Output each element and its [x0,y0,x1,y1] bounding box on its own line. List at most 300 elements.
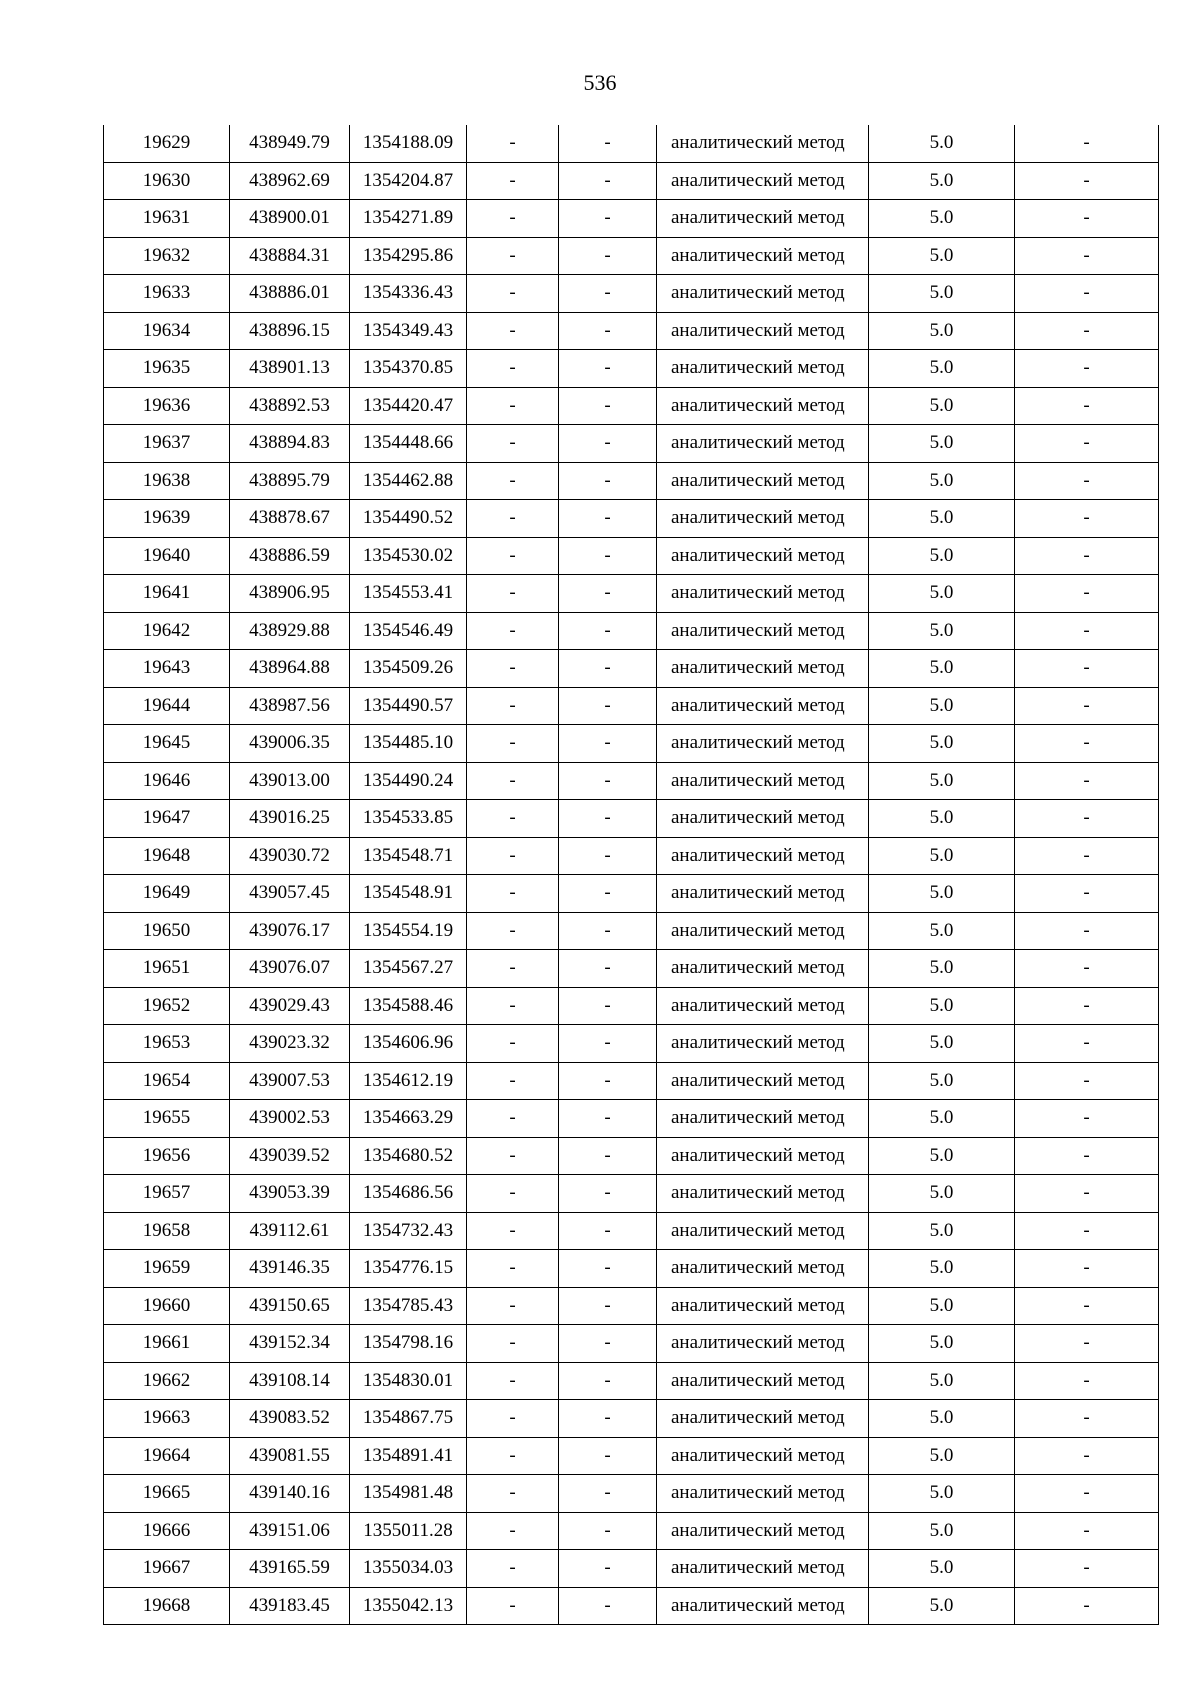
y-coordinate-cell: 1355042.13 [350,1587,467,1625]
coordinates-table [103,125,1159,1625]
point-number-cell: 19645 [104,725,230,763]
empty-cell-b: - [559,275,657,313]
method-cell: аналитический метод [657,350,869,388]
empty-cell-b: - [559,462,657,500]
method-cell: аналитический метод [657,1062,869,1100]
method-cell: аналитический метод [657,237,869,275]
empty-cell-a: - [467,725,559,763]
empty-cell-a: - [467,950,559,988]
empty-cell-c: - [1015,687,1159,725]
method-cell: аналитический метод [657,575,869,613]
empty-cell-c: - [1015,387,1159,425]
point-number-cell: 19658 [104,1212,230,1250]
method-cell: аналитический метод [657,275,869,313]
accuracy-cell: 5.0 [869,200,1015,238]
empty-cell-b: - [559,1437,657,1475]
empty-cell-b: - [559,1512,657,1550]
x-coordinate-cell: 438878.67 [230,500,350,538]
table-row [104,950,1159,988]
empty-cell-c: - [1015,1400,1159,1438]
empty-cell-b: - [559,1475,657,1513]
y-coordinate-cell: 1355034.03 [350,1550,467,1588]
y-coordinate-cell: 1354370.85 [350,350,467,388]
table-row [104,1400,1159,1438]
y-coordinate-cell: 1354420.47 [350,387,467,425]
empty-cell-c: - [1015,1062,1159,1100]
accuracy-cell: 5.0 [869,725,1015,763]
y-coordinate-cell: 1354490.52 [350,500,467,538]
empty-cell-a: - [467,462,559,500]
y-coordinate-cell: 1354785.43 [350,1287,467,1325]
x-coordinate-cell: 439146.35 [230,1250,350,1288]
point-number-cell: 19656 [104,1137,230,1175]
method-cell: аналитический метод [657,1512,869,1550]
table-row [104,537,1159,575]
point-number-cell: 19657 [104,1175,230,1213]
method-cell: аналитический метод [657,650,869,688]
point-number-cell: 19641 [104,575,230,613]
x-coordinate-cell: 439112.61 [230,1212,350,1250]
empty-cell-a: - [467,1475,559,1513]
table-row [104,912,1159,950]
empty-cell-b: - [559,1212,657,1250]
method-cell: аналитический метод [657,500,869,538]
accuracy-cell: 5.0 [869,912,1015,950]
point-number-cell: 19650 [104,912,230,950]
point-number-cell: 19651 [104,950,230,988]
point-number-cell: 19631 [104,200,230,238]
y-coordinate-cell: 1354553.41 [350,575,467,613]
y-coordinate-cell: 1354295.86 [350,237,467,275]
point-number-cell: 19633 [104,275,230,313]
table-row [104,312,1159,350]
accuracy-cell: 5.0 [869,312,1015,350]
y-coordinate-cell: 1354462.88 [350,462,467,500]
empty-cell-a: - [467,125,559,162]
empty-cell-b: - [559,800,657,838]
table-row [104,1025,1159,1063]
table-row [104,987,1159,1025]
accuracy-cell: 5.0 [869,1062,1015,1100]
empty-cell-c: - [1015,1100,1159,1138]
empty-cell-c: - [1015,1362,1159,1400]
empty-cell-a: - [467,237,559,275]
method-cell: аналитический метод [657,612,869,650]
method-cell: аналитический метод [657,387,869,425]
x-coordinate-cell: 439030.72 [230,837,350,875]
empty-cell-b: - [559,1287,657,1325]
point-number-cell: 19661 [104,1325,230,1363]
empty-cell-a: - [467,875,559,913]
accuracy-cell: 5.0 [869,1100,1015,1138]
x-coordinate-cell: 439013.00 [230,762,350,800]
x-coordinate-cell: 439053.39 [230,1175,350,1213]
x-coordinate-cell: 438884.31 [230,237,350,275]
point-number-cell: 19652 [104,987,230,1025]
method-cell: аналитический метод [657,875,869,913]
empty-cell-a: - [467,837,559,875]
point-number-cell: 19654 [104,1062,230,1100]
x-coordinate-cell: 439002.53 [230,1100,350,1138]
table-row [104,1550,1159,1588]
empty-cell-b: - [559,237,657,275]
y-coordinate-cell: 1354490.24 [350,762,467,800]
method-cell: аналитический метод [657,725,869,763]
empty-cell-c: - [1015,462,1159,500]
y-coordinate-cell: 1354546.49 [350,612,467,650]
table-row [104,1475,1159,1513]
empty-cell-c: - [1015,1512,1159,1550]
method-cell: аналитический метод [657,1250,869,1288]
y-coordinate-cell: 1354732.43 [350,1212,467,1250]
empty-cell-b: - [559,1175,657,1213]
method-cell: аналитический метод [657,1025,869,1063]
empty-cell-c: - [1015,987,1159,1025]
empty-cell-a: - [467,800,559,838]
empty-cell-b: - [559,912,657,950]
empty-cell-b: - [559,1362,657,1400]
empty-cell-a: - [467,1100,559,1138]
table-row [104,1100,1159,1138]
accuracy-cell: 5.0 [869,612,1015,650]
method-cell: аналитический метод [657,162,869,200]
x-coordinate-cell: 439039.52 [230,1137,350,1175]
method-cell: аналитический метод [657,462,869,500]
table-row [104,500,1159,538]
x-coordinate-cell: 439076.17 [230,912,350,950]
x-coordinate-cell: 438906.95 [230,575,350,613]
empty-cell-b: - [559,612,657,650]
x-coordinate-cell: 439150.65 [230,1287,350,1325]
y-coordinate-cell: 1354336.43 [350,275,467,313]
x-coordinate-cell: 439016.25 [230,800,350,838]
empty-cell-b: - [559,1025,657,1063]
accuracy-cell: 5.0 [869,1362,1015,1400]
empty-cell-a: - [467,1362,559,1400]
x-coordinate-cell: 439152.34 [230,1325,350,1363]
accuracy-cell: 5.0 [869,1400,1015,1438]
accuracy-cell: 5.0 [869,1475,1015,1513]
empty-cell-c: - [1015,1025,1159,1063]
empty-cell-a: - [467,1512,559,1550]
method-cell: аналитический метод [657,762,869,800]
empty-cell-b: - [559,425,657,463]
empty-cell-c: - [1015,1550,1159,1588]
table-row [104,800,1159,838]
accuracy-cell: 5.0 [869,837,1015,875]
table-row [104,1287,1159,1325]
accuracy-cell: 5.0 [869,1587,1015,1625]
point-number-cell: 19653 [104,1025,230,1063]
y-coordinate-cell: 1354490.57 [350,687,467,725]
y-coordinate-cell: 1354567.27 [350,950,467,988]
accuracy-cell: 5.0 [869,987,1015,1025]
empty-cell-c: - [1015,762,1159,800]
empty-cell-c: - [1015,350,1159,388]
point-number-cell: 19667 [104,1550,230,1588]
empty-cell-b: - [559,1100,657,1138]
empty-cell-c: - [1015,1287,1159,1325]
table-row [104,162,1159,200]
method-cell: аналитический метод [657,425,869,463]
y-coordinate-cell: 1354530.02 [350,537,467,575]
empty-cell-c: - [1015,575,1159,613]
x-coordinate-cell: 439108.14 [230,1362,350,1400]
empty-cell-b: - [559,875,657,913]
x-coordinate-cell: 438896.15 [230,312,350,350]
empty-cell-b: - [559,1325,657,1363]
empty-cell-c: - [1015,125,1159,162]
x-coordinate-cell: 438901.13 [230,350,350,388]
accuracy-cell: 5.0 [869,125,1015,162]
method-cell: аналитический метод [657,1137,869,1175]
method-cell: аналитический метод [657,1550,869,1588]
empty-cell-a: - [467,1175,559,1213]
accuracy-cell: 5.0 [869,350,1015,388]
method-cell: аналитический метод [657,837,869,875]
table-row [104,837,1159,875]
table-row [104,425,1159,463]
y-coordinate-cell: 1354485.10 [350,725,467,763]
y-coordinate-cell: 1354548.71 [350,837,467,875]
table-row [104,1362,1159,1400]
empty-cell-c: - [1015,650,1159,688]
empty-cell-c: - [1015,837,1159,875]
method-cell: аналитический метод [657,1437,869,1475]
empty-cell-a: - [467,275,559,313]
y-coordinate-cell: 1354663.29 [350,1100,467,1138]
empty-cell-b: - [559,1250,657,1288]
x-coordinate-cell: 438987.56 [230,687,350,725]
empty-cell-c: - [1015,875,1159,913]
y-coordinate-cell: 1354204.87 [350,162,467,200]
accuracy-cell: 5.0 [869,387,1015,425]
x-coordinate-cell: 439140.16 [230,1475,350,1513]
empty-cell-b: - [559,837,657,875]
point-number-cell: 19637 [104,425,230,463]
empty-cell-a: - [467,162,559,200]
table-row [104,1062,1159,1100]
x-coordinate-cell: 439076.07 [230,950,350,988]
empty-cell-a: - [467,612,559,650]
accuracy-cell: 5.0 [869,1550,1015,1588]
method-cell: аналитический метод [657,1475,869,1513]
method-cell: аналитический метод [657,1175,869,1213]
empty-cell-a: - [467,500,559,538]
accuracy-cell: 5.0 [869,500,1015,538]
y-coordinate-cell: 1354891.41 [350,1437,467,1475]
empty-cell-b: - [559,500,657,538]
point-number-cell: 19662 [104,1362,230,1400]
accuracy-cell: 5.0 [869,762,1015,800]
accuracy-cell: 5.0 [869,1137,1015,1175]
table-row [104,350,1159,388]
method-cell: аналитический метод [657,1325,869,1363]
empty-cell-a: - [467,312,559,350]
empty-cell-c: - [1015,1325,1159,1363]
y-coordinate-cell: 1354686.56 [350,1175,467,1213]
point-number-cell: 19663 [104,1400,230,1438]
empty-cell-b: - [559,1587,657,1625]
accuracy-cell: 5.0 [869,275,1015,313]
table-row [104,387,1159,425]
point-number-cell: 19648 [104,837,230,875]
empty-cell-a: - [467,650,559,688]
empty-cell-a: - [467,687,559,725]
empty-cell-b: - [559,350,657,388]
y-coordinate-cell: 1354271.89 [350,200,467,238]
method-cell: аналитический метод [657,537,869,575]
empty-cell-a: - [467,1325,559,1363]
x-coordinate-cell: 439029.43 [230,987,350,1025]
accuracy-cell: 5.0 [869,1287,1015,1325]
empty-cell-a: - [467,575,559,613]
x-coordinate-cell: 439151.06 [230,1512,350,1550]
empty-cell-c: - [1015,1175,1159,1213]
empty-cell-c: - [1015,500,1159,538]
empty-cell-a: - [467,1287,559,1325]
empty-cell-a: - [467,762,559,800]
accuracy-cell: 5.0 [869,1212,1015,1250]
point-number-cell: 19666 [104,1512,230,1550]
accuracy-cell: 5.0 [869,425,1015,463]
method-cell: аналитический метод [657,1400,869,1438]
y-coordinate-cell: 1354981.48 [350,1475,467,1513]
table-row [104,1512,1159,1550]
empty-cell-a: - [467,200,559,238]
x-coordinate-cell: 438886.01 [230,275,350,313]
x-coordinate-cell: 439165.59 [230,1550,350,1588]
table-row [104,875,1159,913]
x-coordinate-cell: 438964.88 [230,650,350,688]
accuracy-cell: 5.0 [869,950,1015,988]
empty-cell-a: - [467,1250,559,1288]
x-coordinate-cell: 439006.35 [230,725,350,763]
empty-cell-b: - [559,650,657,688]
empty-cell-a: - [467,987,559,1025]
empty-cell-a: - [467,1400,559,1438]
point-number-cell: 19659 [104,1250,230,1288]
accuracy-cell: 5.0 [869,875,1015,913]
empty-cell-b: - [559,125,657,162]
y-coordinate-cell: 1354349.43 [350,312,467,350]
accuracy-cell: 5.0 [869,1325,1015,1363]
x-coordinate-cell: 439057.45 [230,875,350,913]
empty-cell-b: - [559,762,657,800]
point-number-cell: 19632 [104,237,230,275]
method-cell: аналитический метод [657,1212,869,1250]
point-number-cell: 19640 [104,537,230,575]
accuracy-cell: 5.0 [869,537,1015,575]
empty-cell-b: - [559,162,657,200]
empty-cell-a: - [467,1137,559,1175]
x-coordinate-cell: 438962.69 [230,162,350,200]
accuracy-cell: 5.0 [869,575,1015,613]
accuracy-cell: 5.0 [869,1437,1015,1475]
accuracy-cell: 5.0 [869,162,1015,200]
empty-cell-a: - [467,1550,559,1588]
point-number-cell: 19644 [104,687,230,725]
empty-cell-c: - [1015,1137,1159,1175]
point-number-cell: 19668 [104,1587,230,1625]
empty-cell-a: - [467,1587,559,1625]
empty-cell-a: - [467,1437,559,1475]
x-coordinate-cell: 438886.59 [230,537,350,575]
table-row [104,1212,1159,1250]
table-row [104,575,1159,613]
point-number-cell: 19655 [104,1100,230,1138]
empty-cell-c: - [1015,162,1159,200]
point-number-cell: 19664 [104,1437,230,1475]
empty-cell-a: - [467,425,559,463]
accuracy-cell: 5.0 [869,1175,1015,1213]
empty-cell-c: - [1015,425,1159,463]
method-cell: аналитический метод [657,800,869,838]
y-coordinate-cell: 1354680.52 [350,1137,467,1175]
y-coordinate-cell: 1354588.46 [350,987,467,1025]
empty-cell-b: - [559,200,657,238]
table-row [104,687,1159,725]
empty-cell-c: - [1015,200,1159,238]
table-row [104,612,1159,650]
x-coordinate-cell: 439081.55 [230,1437,350,1475]
table-row [104,1437,1159,1475]
x-coordinate-cell: 438895.79 [230,462,350,500]
accuracy-cell: 5.0 [869,800,1015,838]
empty-cell-c: - [1015,800,1159,838]
accuracy-cell: 5.0 [869,1250,1015,1288]
x-coordinate-cell: 438892.53 [230,387,350,425]
empty-cell-b: - [559,1062,657,1100]
method-cell: аналитический метод [657,312,869,350]
empty-cell-a: - [467,537,559,575]
accuracy-cell: 5.0 [869,687,1015,725]
x-coordinate-cell: 438894.83 [230,425,350,463]
y-coordinate-cell: 1354612.19 [350,1062,467,1100]
accuracy-cell: 5.0 [869,1025,1015,1063]
empty-cell-c: - [1015,1437,1159,1475]
empty-cell-c: - [1015,612,1159,650]
empty-cell-a: - [467,1025,559,1063]
table-row [104,1137,1159,1175]
y-coordinate-cell: 1354830.01 [350,1362,467,1400]
empty-cell-c: - [1015,1475,1159,1513]
empty-cell-c: - [1015,950,1159,988]
method-cell: аналитический метод [657,950,869,988]
empty-cell-a: - [467,1212,559,1250]
empty-cell-b: - [559,687,657,725]
empty-cell-c: - [1015,912,1159,950]
empty-cell-b: - [559,1137,657,1175]
method-cell: аналитический метод [657,912,869,950]
empty-cell-c: - [1015,237,1159,275]
y-coordinate-cell: 1354533.85 [350,800,467,838]
empty-cell-c: - [1015,537,1159,575]
method-cell: аналитический метод [657,1100,869,1138]
y-coordinate-cell: 1354548.91 [350,875,467,913]
y-coordinate-cell: 1354554.19 [350,912,467,950]
empty-cell-b: - [559,387,657,425]
point-number-cell: 19649 [104,875,230,913]
point-number-cell: 19630 [104,162,230,200]
accuracy-cell: 5.0 [869,462,1015,500]
empty-cell-b: - [559,725,657,763]
table-row [104,125,1159,162]
point-number-cell: 19642 [104,612,230,650]
empty-cell-a: - [467,912,559,950]
x-coordinate-cell: 439183.45 [230,1587,350,1625]
accuracy-cell: 5.0 [869,1512,1015,1550]
